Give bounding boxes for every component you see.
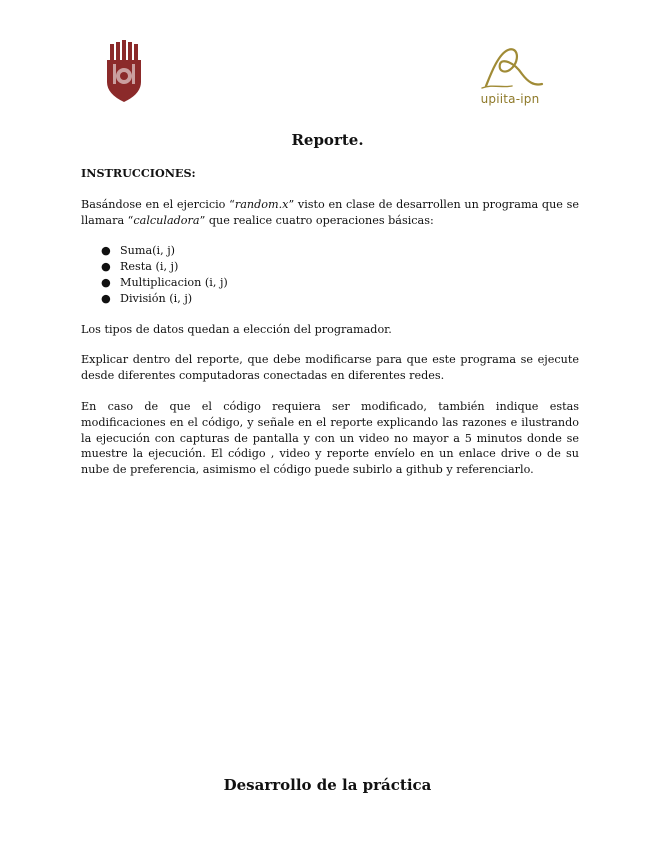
- instructions-body: [81, 166, 579, 493]
- operation-label: Suma(i, j): [120, 244, 176, 258]
- paragraph-modifications: En caso de que el código requiera ser modificado, también indique estas modificaciones en el código, y señale en el reporte explicando las razones e ilustrando la ejecución con capturas de pantalla y con un video no mayor a 5 minutos donde se muestre la ejecución. El código , video y reporte envíelo en un enlace drive o de su nube de preferencia, asimismo el código puede subirlo a github y referenciarlo.: [81, 399, 579, 477]
- paragraph-explain: Explicar dentro del reporte, que debe modificarse para que este programa se ejecute desde diferentes computadoras conectadas en diferentes redes.: [81, 353, 579, 383]
- bullet-icon: ●: [101, 275, 111, 289]
- bullet-icon: ●: [101, 260, 111, 274]
- page-title: Reporte.: [291, 131, 364, 149]
- operation-label: Multiplicacion (i, j): [120, 275, 228, 289]
- paragraph-assignment-part2: ” visto en clase de desarrollen un programa que se llamara “: [81, 197, 579, 227]
- bullet-icon: ●: [101, 244, 111, 258]
- paragraph-assignment: [81, 197, 579, 229]
- list-item: [101, 259, 579, 275]
- list-item: [101, 243, 579, 259]
- upiita-logo-icon: [472, 46, 548, 92]
- upiita-logo-text: upiita-ipn: [480, 92, 540, 106]
- exercise-name: random.x: [234, 197, 289, 211]
- paragraph-data-types: Los tipos de datos quedan a elección del programador.: [81, 322, 392, 336]
- operations-list: [81, 243, 579, 306]
- paragraph-assignment-part3: ” que realice cuatro operaciones básicas:: [199, 213, 434, 227]
- upiita-logo: [472, 46, 548, 108]
- instructions-heading: INSTRUCCIONES:: [81, 166, 196, 180]
- list-item: [101, 291, 579, 307]
- operation-label: División (i, j): [120, 291, 193, 305]
- bullet-icon: ●: [101, 291, 111, 305]
- program-name: calculadora: [133, 213, 200, 227]
- paragraph-assignment-part1: Basándose en el ejercicio “: [81, 197, 235, 211]
- section-title-development: Desarrollo de la práctica: [223, 776, 432, 794]
- list-item: [101, 275, 579, 291]
- ipn-shield-icon: [104, 40, 144, 104]
- operation-label: Resta (i, j): [120, 260, 179, 274]
